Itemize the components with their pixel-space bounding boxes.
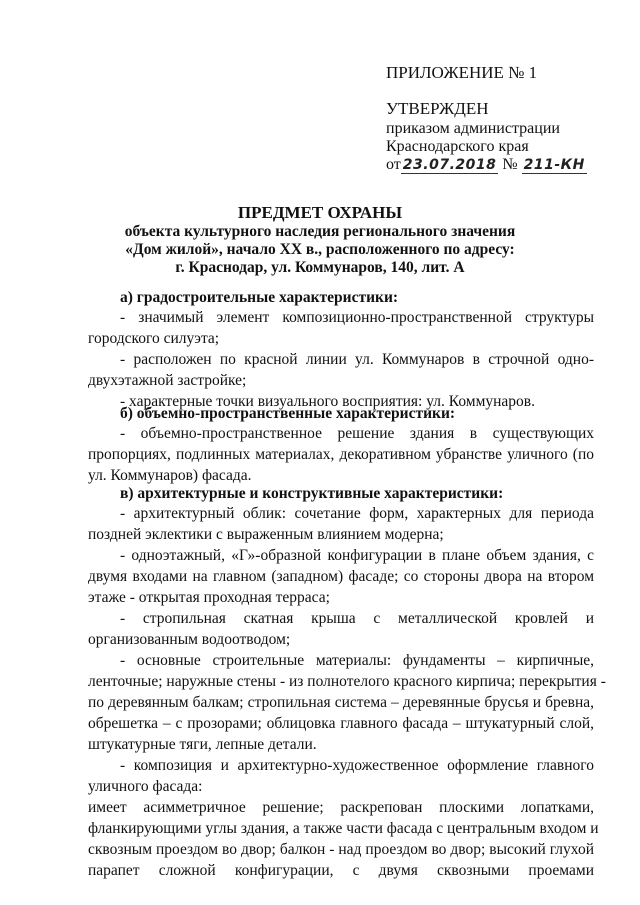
approved-label: УТВЕРЖДЕН bbox=[386, 99, 489, 118]
section-b-line: пропорциях, подлинных материалах, декоративном убранстве уличного (по bbox=[88, 446, 594, 463]
section-c-heading: в) архитектурные и конструктивные характеристики: bbox=[120, 485, 504, 502]
title-line-1: объекта культурного наследия регионального значения bbox=[124, 223, 516, 240]
section-c-line: фланкирующими углы здания, а также части фасада с центральным входом и bbox=[88, 820, 599, 837]
section-a-line: - значимый элемент композиционно-пространственной структуры bbox=[120, 309, 594, 326]
title-line-3: г. Краснодар, ул. Коммунаров, 140, лит. А bbox=[175, 259, 465, 276]
section-a-line: - характерные точки визуального восприятия: ул. Коммунаров. bbox=[120, 393, 536, 410]
from-prefix: от bbox=[386, 156, 401, 173]
section-c-line: двумя входами на главном (западном) фасаде; со стороны двора на втором bbox=[88, 568, 594, 585]
appendix-label: ПРИЛОЖЕНИЕ № 1 bbox=[386, 63, 538, 82]
section-b-line: ул. Коммунаров) фасада. bbox=[88, 467, 252, 484]
section-c-line: этаже - открытая проходная терраса; bbox=[88, 589, 330, 606]
order-line-2: Краснодарского края bbox=[386, 138, 529, 155]
section-c-line: уличного фасада: bbox=[88, 778, 203, 795]
section-c-line: - композиция и архитектурно-художественное оформление главного bbox=[120, 757, 594, 774]
section-a-line: двухэтажной застройке; bbox=[88, 372, 247, 389]
number-prefix: № bbox=[502, 156, 518, 173]
document-title: ПРЕДМЕТ ОХРАНЫ bbox=[237, 203, 403, 222]
section-a-heading: а) градостроительные характеристики: bbox=[120, 289, 399, 306]
title-line-2: «Дом жилой», начало XX в., расположенного по адресу: bbox=[125, 241, 515, 258]
section-b-heading: б) объемно-пространственные характеристики: bbox=[120, 405, 456, 422]
section-c-line: по деревянным балкам; стропильная система – деревянные брусья и бревна, bbox=[88, 694, 594, 711]
section-c-line: ленточные; наружные стены - из полнотелого красного кирпича; перекрытия - bbox=[88, 673, 606, 690]
section-a-line: - расположен по красной линии ул. Коммунаров в строчной одно- bbox=[120, 351, 594, 368]
section-a-line: городского силуэта; bbox=[88, 330, 220, 347]
section-c-line: - основные строительные материалы: фундаменты – кирпичные, bbox=[120, 652, 594, 669]
section-c-line: сквозным проездом во двор; балкон - над проездом во двор; высокий глухой bbox=[88, 841, 594, 858]
section-c-line: парапет сложной конфигурации, с двумя сквозными проемами bbox=[88, 862, 594, 879]
section-c-line: поздней эклектики с выраженным влиянием модерна; bbox=[88, 526, 444, 543]
section-c-line: имеет асимметричное решение; раскрепован плоскими лопатками, bbox=[88, 799, 594, 816]
handwritten-date: 23.07.2018 bbox=[402, 157, 497, 173]
handwritten-number: 211-КН bbox=[523, 157, 585, 173]
section-c-line: обрешетка – с прозорами; облицовка главного фасада – штукатурный слой, bbox=[88, 715, 594, 732]
section-c-line: - стропильная скатная крыша с металлической кровлей и bbox=[120, 610, 594, 627]
section-a-body bbox=[88, 307, 594, 412]
section-b-line: - объемно-пространственное решение здания в существующих bbox=[120, 425, 594, 442]
section-b-body bbox=[88, 423, 594, 486]
section-c-line: - архитектурный облик: сочетание форм, характерных для периода bbox=[120, 505, 594, 522]
section-c-line: штукатурные тяги, лепные детали. bbox=[88, 736, 317, 753]
section-c-body bbox=[88, 503, 606, 881]
order-line-1: приказом администрации bbox=[386, 120, 560, 137]
order-date-number bbox=[386, 155, 587, 175]
section-c-line: организованным водоотводом; bbox=[88, 631, 291, 648]
section-c-line: - одноэтажный, «Г»-образной конфигурации в плане объем здания, с bbox=[120, 547, 594, 564]
